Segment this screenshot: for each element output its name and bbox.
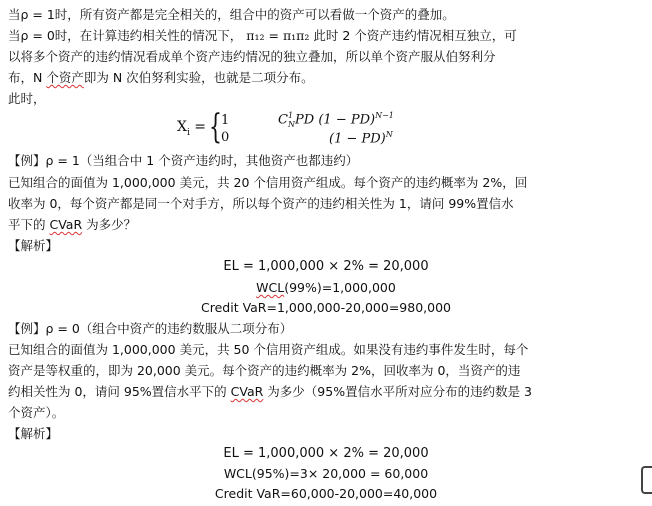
example-2-line-3-end: 为多少（95%置信水平所对应分布的违约数是 3: [263, 384, 533, 399]
example-2-line-3: [8, 381, 648, 402]
example-2-line-3-start: 约相关性为 0，请问 95%置信水平下的: [8, 384, 231, 399]
spellcheck-word: CVaR: [230, 384, 264, 399]
spellcheck-word: CVaR: [49, 217, 83, 232]
example-2-line-4: 个资产）。: [8, 405, 65, 420]
side-panel-handle[interactable]: [641, 466, 652, 494]
example-2-line-2: 资产是等权重的，即为 20,000 美元。每个资产的违约概率为 2%，回收率为 0，当资产的违: [8, 363, 521, 378]
case-2-probability: (1 − PD)$^N$: [329, 130, 393, 147]
example-2-el: EL = 1,000,000 × 2% = 20,000: [223, 446, 429, 461]
example-2-credit-var: Credit VaR=60,000-20,000=40,000: [214, 486, 438, 501]
intro-line-4: [8, 67, 648, 88]
spellcheck-word: WCL: [256, 280, 285, 295]
example-1-credit-var: Credit VaR=1,000,000-20,000=980,000: [201, 300, 451, 315]
example-1-title: 【例】ρ = 1（当组合中 1 个资产违约时，其他资产也都违约）: [8, 153, 359, 168]
case-1-probability: $C^1_NPD$ (1 − PD)$^{N-1}$: [278, 111, 394, 129]
example-2-line-1: 已知组合的面值为 1,000,000 美元，共 50 个信用资产组成。如果没有违约事件发生时，每个: [8, 342, 529, 357]
example-2-title: 【例】ρ = 0（组合中资产的违约数服从二项分布）: [8, 321, 293, 336]
intro-line-2-start: 当ρ = 0时，在计算违约相关性的情况下，: [8, 28, 243, 43]
intro-line-4-start: 布，N: [8, 70, 47, 85]
case-1-value: 1: [221, 113, 230, 128]
example-1-wcl-value: (99%)=1,000,000: [284, 280, 396, 295]
example-1-wcl: [0, 280, 652, 295]
example-1-line-3-end: 为多少？: [82, 217, 137, 232]
example-1-line-1: 已知组合的面值为 1,000,000 美元，共 20 个信用资产组成。每个资产的违约概率为 2%，回: [8, 175, 528, 190]
correlation-formula: π₁₂ = π₁π₂: [246, 28, 310, 43]
intro-line-2: [8, 25, 648, 46]
formula-lhs: $X_i$ =: [177, 119, 207, 138]
example-1-el: EL = 1,000,000 × 2% = 20,000: [223, 259, 429, 274]
example-1-line-3: [8, 214, 648, 235]
example-2-wcl: WCL(95%)=3× 20,000 = 60,000: [223, 466, 429, 481]
left-brace: {: [209, 107, 222, 147]
example-1-analysis-label: 【解析】: [8, 238, 59, 253]
intro-line-2-end: 此时 2 个资产违约情况相互独立，可: [313, 28, 517, 43]
example-2-analysis-label: 【解析】: [8, 426, 59, 441]
example-1-line-3-start: 平下的: [8, 217, 50, 232]
intro-line-3: 以将多个资产的违约情况看成单个资产违约情况的独立叠加，所以单个资产服从伯努利分: [8, 49, 496, 64]
example-1-line-2: 收率为 0，每个资产都是同一个对手方，所以每个资产的违约相关性为 1，请问 99%置信水: [8, 196, 514, 211]
case-2-value: 0: [221, 130, 230, 145]
intro-line-4-end: 即为 N 次伯努利实验，也就是二项分布。: [83, 70, 314, 85]
intro-line-5: 此时，: [8, 91, 46, 106]
intro-line-1: 当ρ = 1时，所有资产都是完全相关的，组合中的资产可以看做一个资产的叠加。: [8, 7, 455, 22]
spellcheck-word: 个资产: [46, 70, 84, 85]
